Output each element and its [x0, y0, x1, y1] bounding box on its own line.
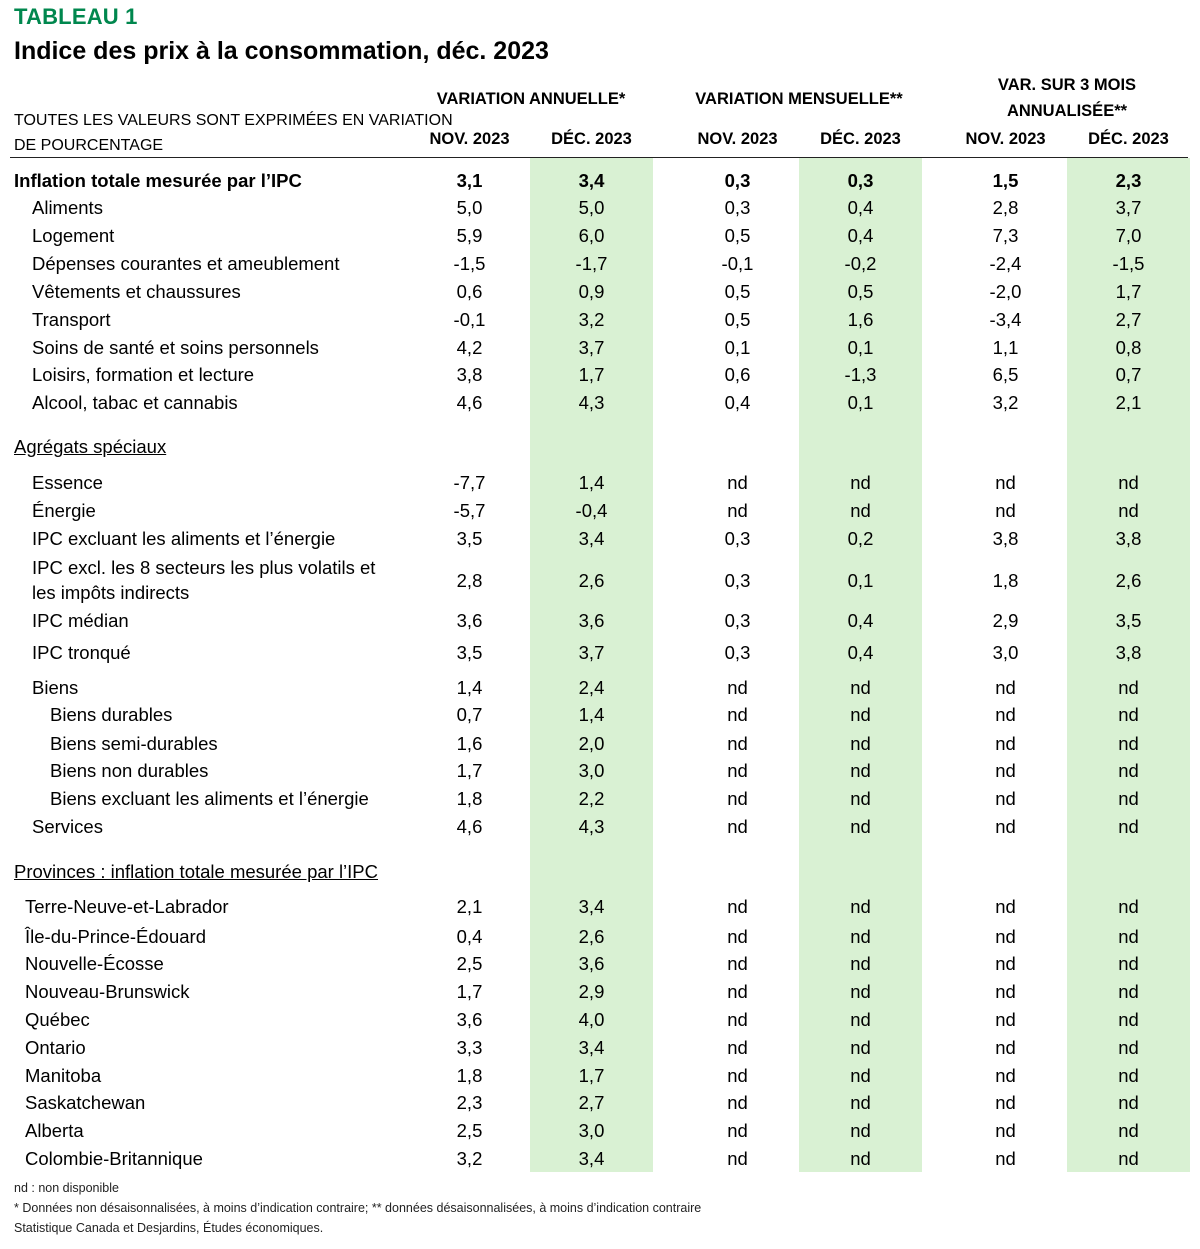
- row-label: IPC excl. les 8 secteurs les plus volatils et: [32, 557, 376, 578]
- cell-value: 3,8: [1115, 642, 1142, 663]
- cell-value: nd: [995, 953, 1016, 974]
- cell-value: 1,7: [456, 760, 483, 781]
- cell-value: 1,8: [456, 788, 483, 809]
- cell-value: -1,5: [1112, 253, 1145, 274]
- row-label: Biens: [32, 677, 79, 698]
- table-row: [0, 168, 1200, 194]
- cell-value: -7,7: [453, 472, 486, 493]
- cell-value: nd: [850, 704, 871, 725]
- cell-value: 2,7: [1115, 309, 1142, 330]
- cell-value: nd: [727, 760, 748, 781]
- table-row: [0, 1118, 1200, 1144]
- cell-value: nd: [850, 981, 871, 1002]
- cell-value: 3,6: [456, 610, 483, 631]
- cell-value: 3,5: [456, 642, 483, 663]
- cell-value: nd: [1118, 677, 1139, 698]
- cell-value: nd: [995, 500, 1016, 521]
- table-row: [0, 951, 1200, 977]
- cell-value: -3,4: [989, 309, 1022, 330]
- cell-value: nd: [727, 926, 748, 947]
- table-row: [0, 675, 1200, 701]
- cell-value: -1,7: [575, 253, 608, 274]
- cell-value: 3,7: [578, 337, 605, 358]
- cell-value: 0,8: [1115, 337, 1142, 358]
- table-row: [0, 1090, 1200, 1116]
- cell-value: 2,0: [578, 733, 605, 754]
- table-row: [0, 702, 1200, 728]
- col-header-3mo-dec: DÉC. 2023: [1088, 130, 1169, 148]
- section-heading: Agrégats spéciaux: [14, 436, 167, 457]
- cell-value: 0,3: [847, 170, 874, 191]
- group-header-3mo: VAR. SUR 3 MOIS ANNUALISÉE**: [997, 76, 1137, 120]
- row-label: Manitoba: [25, 1065, 102, 1086]
- row-label: Vêtements et chaussures: [32, 281, 241, 302]
- header-divider: [10, 157, 1188, 158]
- table-row: [0, 526, 1200, 552]
- row-label: Inflation totale mesurée par l’IPC: [14, 170, 302, 191]
- cell-value: 2,9: [578, 981, 605, 1002]
- cell-value: nd: [995, 896, 1016, 917]
- row-label: Essence: [32, 472, 103, 493]
- cell-value: 2,3: [456, 1092, 483, 1113]
- col-header-monthly-nov: NOV. 2023: [697, 130, 778, 148]
- row-label: IPC excluant les aliments et l’énergie: [32, 528, 336, 549]
- cell-value: nd: [1118, 896, 1139, 917]
- row-label: Biens non durables: [50, 760, 209, 781]
- cell-value: 0,4: [847, 642, 874, 663]
- cell-value: 3,4: [578, 1037, 605, 1058]
- row-label: Nouveau-Brunswick: [25, 981, 190, 1002]
- table-row: [0, 731, 1200, 757]
- cell-value: nd: [995, 1120, 1016, 1141]
- col-header-3mo-nov: NOV. 2023: [965, 130, 1046, 148]
- cell-value: 3,0: [992, 642, 1019, 663]
- footnote-nd: nd : non disponible: [14, 1181, 119, 1195]
- cell-value: 1,7: [456, 981, 483, 1002]
- row-label: Colombie-Britannique: [25, 1148, 203, 1169]
- cell-value: nd: [727, 500, 748, 521]
- cell-value: -5,7: [453, 500, 486, 521]
- table-row: [0, 814, 1200, 840]
- cell-value: 0,3: [724, 528, 751, 549]
- row-label: Biens durables: [50, 704, 173, 725]
- table-row: [0, 251, 1200, 277]
- table-row: [0, 640, 1200, 666]
- cell-value: 6,5: [992, 364, 1019, 385]
- cell-value: 0,1: [847, 337, 874, 358]
- cell-value: 2,4: [578, 677, 605, 698]
- cell-value: nd: [1118, 1037, 1139, 1058]
- cell-value: nd: [995, 1037, 1016, 1058]
- row-label: Loisirs, formation et lecture: [32, 364, 255, 385]
- cell-value: 3,6: [456, 1009, 483, 1030]
- row-label: Alcool, tabac et cannabis: [32, 392, 238, 413]
- table-row: [0, 557, 1200, 603]
- cell-value: 6,0: [578, 225, 605, 246]
- group-header-monthly: VARIATION MENSUELLE**: [695, 90, 903, 108]
- cell-value: 0,3: [724, 170, 751, 191]
- col-header-monthly-dec: DÉC. 2023: [820, 130, 901, 148]
- cell-value: 2,5: [456, 953, 483, 974]
- cell-value: nd: [727, 1065, 748, 1086]
- cell-value: 2,6: [578, 926, 605, 947]
- table-row: [0, 279, 1200, 305]
- cell-value: nd: [1118, 733, 1139, 754]
- table-row: [0, 979, 1200, 1005]
- cell-value: 4,2: [456, 337, 483, 358]
- cell-value: 3,4: [578, 896, 605, 917]
- cell-value: 1,4: [578, 472, 605, 493]
- table-row: [0, 498, 1200, 524]
- cell-value: 1,7: [578, 1065, 605, 1086]
- cell-value: 0,4: [456, 926, 483, 947]
- row-label: Nouvelle-Écosse: [25, 953, 164, 974]
- cell-value: 2,1: [1115, 392, 1142, 413]
- table-tag: TABLEAU 1: [14, 4, 138, 29]
- cell-value: nd: [850, 1037, 871, 1058]
- cell-value: 3,4: [578, 170, 605, 191]
- row-label: IPC tronqué: [32, 642, 131, 663]
- cell-value: 0,9: [578, 281, 605, 302]
- cell-value: 1,7: [578, 364, 605, 385]
- cell-value: nd: [727, 677, 748, 698]
- row-label: Énergie: [32, 500, 96, 521]
- cell-value: nd: [1118, 760, 1139, 781]
- cell-value: nd: [995, 788, 1016, 809]
- cell-value: nd: [850, 760, 871, 781]
- cell-value: 3,1: [456, 170, 483, 191]
- group-header-annual: VARIATION ANNUELLE*: [436, 90, 626, 108]
- cell-value: 2,2: [578, 788, 605, 809]
- cell-value: nd: [727, 1009, 748, 1030]
- cell-value: 3,8: [456, 364, 483, 385]
- cell-value: 2,1: [456, 896, 483, 917]
- table-row: [0, 307, 1200, 333]
- cell-value: 0,7: [456, 704, 483, 725]
- cell-value: 3,4: [578, 1148, 605, 1169]
- cell-value: 3,7: [578, 642, 605, 663]
- cell-value: 0,3: [724, 197, 751, 218]
- cell-value: nd: [850, 788, 871, 809]
- cell-value: -1,3: [844, 364, 877, 385]
- cell-value: nd: [995, 704, 1016, 725]
- cell-value: 7,0: [1115, 225, 1142, 246]
- row-label: Saskatchewan: [25, 1092, 146, 1113]
- table-row: [0, 786, 1200, 812]
- row-label: Alberta: [25, 1120, 84, 1141]
- table-row: [0, 470, 1200, 496]
- cell-value: 3,5: [1115, 610, 1142, 631]
- cell-value: nd: [850, 926, 871, 947]
- table-row: [0, 335, 1200, 361]
- cell-value: nd: [995, 1009, 1016, 1030]
- units-note: TOUTES LES VALEURS SONT EXPRIMÉES EN VARIATION DE POURCENTAGE: [14, 112, 453, 154]
- cell-value: nd: [1118, 1148, 1139, 1169]
- cell-value: nd: [995, 677, 1016, 698]
- cell-value: -0,4: [575, 500, 608, 521]
- table-row: [0, 758, 1200, 784]
- table-row: [0, 390, 1200, 416]
- table-row: [0, 362, 1200, 388]
- cell-value: 0,4: [724, 392, 751, 413]
- cell-value: nd: [727, 704, 748, 725]
- cell-value: 2,8: [992, 197, 1019, 218]
- table-row: [0, 195, 1200, 221]
- cell-value: nd: [727, 1148, 748, 1169]
- cell-value: nd: [995, 472, 1016, 493]
- cell-value: nd: [995, 1065, 1016, 1086]
- cell-value: nd: [727, 953, 748, 974]
- cell-value: 0,7: [1115, 364, 1142, 385]
- cell-value: nd: [850, 1092, 871, 1113]
- cell-value: 0,3: [724, 570, 751, 591]
- cell-value: 0,3: [724, 610, 751, 631]
- row-label: Transport: [32, 309, 111, 330]
- cell-value: nd: [1118, 472, 1139, 493]
- cell-value: nd: [727, 1037, 748, 1058]
- cell-value: nd: [1118, 500, 1139, 521]
- cell-value: nd: [995, 760, 1016, 781]
- cell-value: nd: [727, 896, 748, 917]
- cell-value: 3,5: [456, 528, 483, 549]
- cell-value: 4,3: [578, 392, 605, 413]
- cell-value: 3,8: [992, 528, 1019, 549]
- cell-value: 0,2: [847, 528, 874, 549]
- cell-value: 1,5: [992, 170, 1019, 191]
- cell-value: 4,0: [578, 1009, 605, 1030]
- cell-value: 3,3: [456, 1037, 483, 1058]
- table-row: [0, 223, 1200, 249]
- table-row: [0, 1007, 1200, 1033]
- cell-value: 0,1: [847, 392, 874, 413]
- cell-value: nd: [850, 1065, 871, 1086]
- table-row: [0, 1035, 1200, 1061]
- row-label: Logement: [32, 225, 115, 246]
- cell-value: -0,2: [844, 253, 877, 274]
- row-label: Aliments: [32, 197, 103, 218]
- cell-value: 1,8: [992, 570, 1019, 591]
- cell-value: nd: [995, 981, 1016, 1002]
- cell-value: 2,8: [456, 570, 483, 591]
- cell-value: 2,5: [456, 1120, 483, 1141]
- cell-value: 1,8: [456, 1065, 483, 1086]
- cell-value: 3,2: [992, 392, 1019, 413]
- cell-value: nd: [1118, 816, 1139, 837]
- col-header-annual-nov: NOV. 2023: [429, 130, 510, 148]
- cell-value: nd: [850, 472, 871, 493]
- cell-value: 0,4: [847, 225, 874, 246]
- cell-value: -2,0: [989, 281, 1022, 302]
- cell-value: nd: [850, 1148, 871, 1169]
- cell-value: nd: [1118, 953, 1139, 974]
- cell-value: 3,0: [578, 1120, 605, 1141]
- row-label: Soins de santé et soins personnels: [32, 337, 319, 358]
- cell-value: nd: [850, 500, 871, 521]
- cell-value: 0,6: [456, 281, 483, 302]
- cell-value: 2,3: [1115, 170, 1142, 191]
- cell-value: nd: [727, 733, 748, 754]
- table-row: [0, 1063, 1200, 1089]
- cell-value: nd: [727, 1092, 748, 1113]
- cell-value: 1,4: [578, 704, 605, 725]
- row-label: Dépenses courantes et ameublement: [32, 253, 340, 274]
- cell-value: 0,6: [724, 364, 751, 385]
- cell-value: -1,5: [453, 253, 486, 274]
- cell-value: 0,1: [724, 337, 751, 358]
- cell-value: nd: [995, 926, 1016, 947]
- cell-value: 2,6: [1115, 570, 1142, 591]
- cell-value: 0,1: [847, 570, 874, 591]
- cell-value: nd: [995, 1092, 1016, 1113]
- cell-value: nd: [850, 677, 871, 698]
- cell-value: nd: [1118, 981, 1139, 1002]
- cell-value: nd: [995, 1148, 1016, 1169]
- cell-value: nd: [995, 816, 1016, 837]
- cell-value: 2,6: [578, 570, 605, 591]
- table-row: [0, 924, 1200, 950]
- cell-value: 1,4: [456, 677, 483, 698]
- footnote-seasonal: * Données non désaisonnalisées, à moins d’indication contraire; ** données désaisonnalisées, à moins d’indication contraire: [14, 1201, 702, 1215]
- row-label: Services: [32, 816, 103, 837]
- cell-value: 0,5: [724, 225, 751, 246]
- cell-value: nd: [727, 788, 748, 809]
- cell-value: 1,7: [1115, 281, 1142, 302]
- cell-value: 0,3: [724, 642, 751, 663]
- cell-value: nd: [850, 896, 871, 917]
- cell-value: 4,3: [578, 816, 605, 837]
- cell-value: nd: [850, 1120, 871, 1141]
- table-row: [0, 894, 1200, 920]
- cell-value: nd: [1118, 926, 1139, 947]
- row-label: Biens excluant les aliments et l’énergie: [50, 788, 369, 809]
- cell-value: nd: [727, 816, 748, 837]
- cell-value: 2,7: [578, 1092, 605, 1113]
- cell-value: nd: [1118, 1092, 1139, 1113]
- footnote-source: Statistique Canada et Desjardins, Études économiques.: [14, 1221, 324, 1235]
- row-label-continued: les impôts indirects: [32, 582, 190, 603]
- row-label: Ontario: [25, 1037, 86, 1058]
- cell-value: 3,6: [578, 610, 605, 631]
- cell-value: 3,8: [1115, 528, 1142, 549]
- row-label: Québec: [25, 1009, 90, 1030]
- table-title: Indice des prix à la consommation, déc. 2023: [14, 37, 549, 65]
- cell-value: 1,6: [847, 309, 874, 330]
- table-row: [0, 608, 1200, 634]
- section-heading: Provinces : inflation totale mesurée par l’IPC: [14, 861, 379, 882]
- cell-value: 0,4: [847, 197, 874, 218]
- row-label: Terre-Neuve-et-Labrador: [25, 896, 229, 917]
- cell-value: 2,9: [992, 610, 1019, 631]
- table-row: [0, 1146, 1200, 1172]
- col-header-annual-dec: DÉC. 2023: [551, 130, 632, 148]
- row-label: IPC médian: [32, 610, 129, 631]
- cell-value: 3,4: [578, 528, 605, 549]
- cell-value: nd: [1118, 788, 1139, 809]
- cell-value: nd: [850, 816, 871, 837]
- cell-value: nd: [850, 1009, 871, 1030]
- cell-value: nd: [995, 733, 1016, 754]
- cell-value: -0,1: [453, 309, 486, 330]
- cell-value: nd: [850, 953, 871, 974]
- cell-value: 3,2: [578, 309, 605, 330]
- cell-value: nd: [727, 472, 748, 493]
- cell-value: 1,1: [992, 337, 1019, 358]
- cell-value: 5,0: [578, 197, 605, 218]
- cell-value: nd: [727, 981, 748, 1002]
- cell-value: nd: [1118, 704, 1139, 725]
- cell-value: 0,5: [847, 281, 874, 302]
- cell-value: nd: [1118, 1009, 1139, 1030]
- cell-value: 0,5: [724, 281, 751, 302]
- row-label: Île-du-Prince-Édouard: [25, 926, 206, 947]
- cell-value: 0,4: [847, 610, 874, 631]
- row-label: Biens semi-durables: [50, 733, 218, 754]
- cell-value: 7,3: [992, 225, 1019, 246]
- cell-value: -2,4: [989, 253, 1022, 274]
- cell-value: 3,2: [456, 1148, 483, 1169]
- cell-value: nd: [1118, 1120, 1139, 1141]
- cell-value: 4,6: [456, 392, 483, 413]
- cell-value: 3,7: [1115, 197, 1142, 218]
- cell-value: -0,1: [721, 253, 754, 274]
- cell-value: 0,5: [724, 309, 751, 330]
- cell-value: 5,0: [456, 197, 483, 218]
- cell-value: 4,6: [456, 816, 483, 837]
- cell-value: 3,0: [578, 760, 605, 781]
- cell-value: nd: [727, 1120, 748, 1141]
- cell-value: 5,9: [456, 225, 483, 246]
- cell-value: 3,6: [578, 953, 605, 974]
- cell-value: nd: [850, 733, 871, 754]
- cell-value: nd: [1118, 1065, 1139, 1086]
- cell-value: 1,6: [456, 733, 483, 754]
